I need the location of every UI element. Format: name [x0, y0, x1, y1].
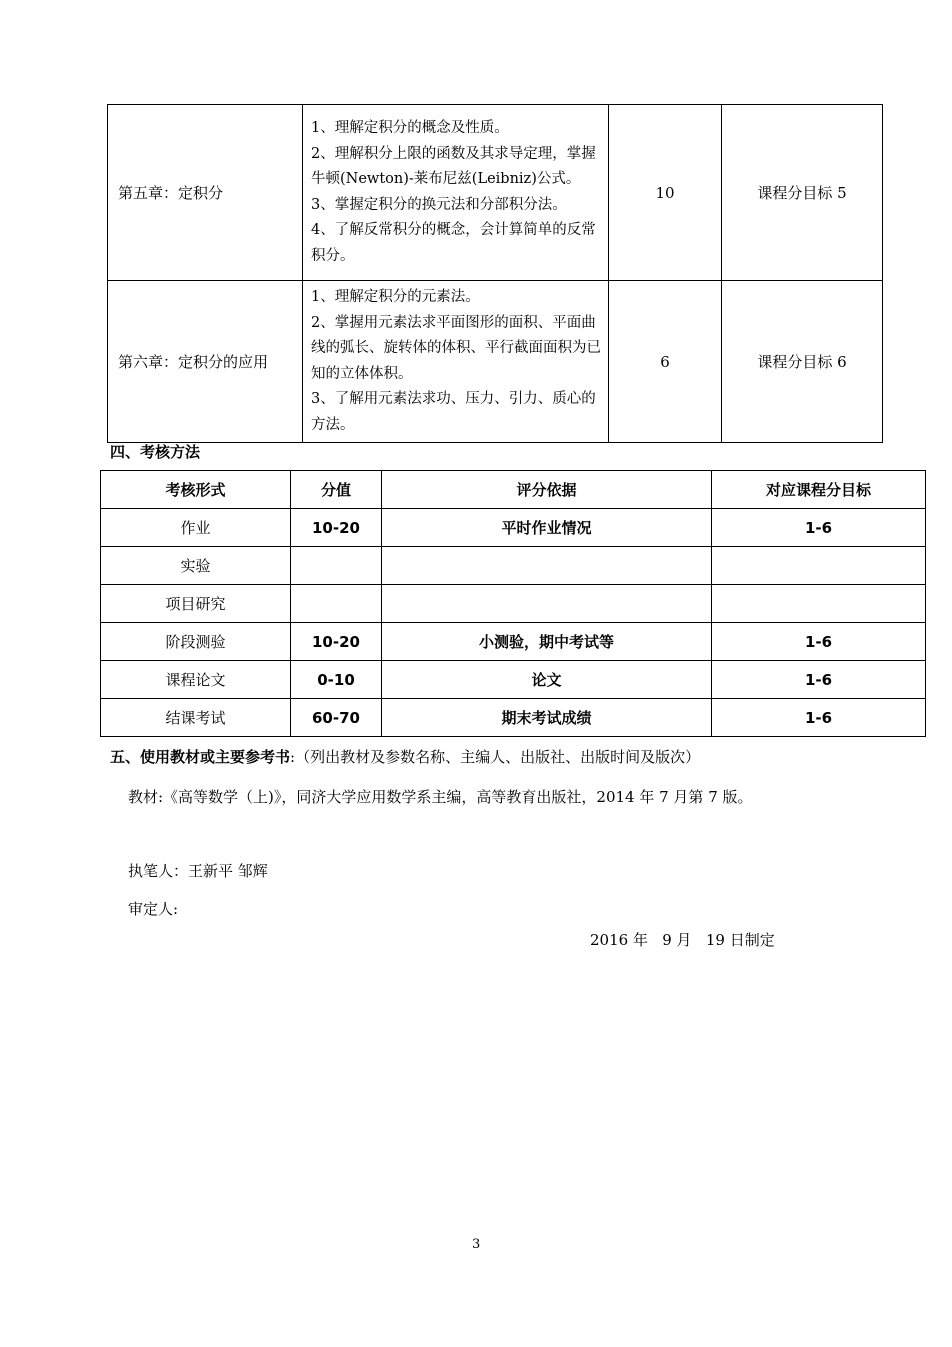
basis-cell [382, 585, 712, 623]
form-cell: 作业 [101, 509, 291, 547]
form-cell: 阶段测验 [101, 623, 291, 661]
textbook-line: 教材:《高等数学（上)》，同济大学应用数学系主编，高等教育出版社，2014 年 7 月第 7 版。 [128, 788, 753, 806]
header-cell: 考核形式 [101, 471, 291, 509]
section5-heading [110, 746, 700, 767]
chapter-hours: 10 [609, 105, 722, 281]
reviewer-line: 审定人: [128, 900, 179, 918]
objective-item: 2、掌握用元素法求平面图形的面积、平面曲线的弧长、旋转体的体积、平行截面面积为已知的立体体积。 [311, 314, 601, 382]
form-cell: 项目研究 [101, 585, 291, 623]
target-cell: 1-6 [712, 509, 926, 547]
assessment-row [101, 623, 926, 661]
score-cell: 10-20 [291, 623, 382, 661]
assessment-row [101, 509, 926, 547]
chapter-name: 第五章：定积分 [108, 105, 303, 281]
chapter-table [107, 104, 883, 443]
score-cell [291, 547, 382, 585]
objective-item: 1、理解定积分的元素法。 [311, 289, 480, 305]
basis-cell: 平时作业情况 [382, 509, 712, 547]
assessment-row [101, 661, 926, 699]
score-cell: 0-10 [291, 661, 382, 699]
target-cell: 1-6 [712, 661, 926, 699]
target-cell: 1-6 [712, 699, 926, 737]
date-line: 2016 年 9 月 19 日制定 [590, 931, 775, 949]
objective-item: 1、理解定积分的概念及性质。 [311, 120, 509, 136]
score-cell: 60-70 [291, 699, 382, 737]
objective-item: 4、了解反常积分的概念，会计算简单的反常积分。 [311, 222, 596, 264]
assessment-header-row [101, 471, 926, 509]
chapter-target: 课程分目标 6 [722, 281, 883, 443]
score-cell: 10-20 [291, 509, 382, 547]
chapter-row [108, 105, 883, 281]
section5-note: :（列出教材及参数名称、主编人、出版社、出版时间及版次） [290, 748, 701, 766]
assessment-table [100, 470, 926, 737]
author-line: 执笔人：王新平 邹辉 [128, 862, 268, 880]
chapter-objectives [303, 105, 609, 281]
basis-cell [382, 547, 712, 585]
objective-item: 3、了解用元素法求功、压力、引力、质心的方法。 [311, 391, 596, 433]
form-cell: 结课考试 [101, 699, 291, 737]
header-cell: 对应课程分目标 [712, 471, 926, 509]
assessment-row [101, 585, 926, 623]
form-cell: 实验 [101, 547, 291, 585]
objective-item: 3、掌握定积分的换元法和分部积分法。 [311, 196, 567, 213]
chapter-hours: 6 [609, 281, 722, 443]
chapter-target: 课程分目标 5 [722, 105, 883, 281]
chapter-row [108, 281, 883, 443]
header-cell: 分值 [291, 471, 382, 509]
assessment-row [101, 547, 926, 585]
section5-title: 五、使用教材或主要参考书 [110, 748, 291, 766]
chapter-objectives [303, 281, 609, 443]
score-cell [291, 585, 382, 623]
form-cell: 课程论文 [101, 661, 291, 699]
objective-item: 2、理解积分上限的函数及其求导定理，掌握牛顿(Newton)-莱布尼兹(Leibniz)公式。 [311, 145, 596, 187]
basis-cell: 论文 [382, 661, 712, 699]
target-cell: 1-6 [712, 623, 926, 661]
assessment-row [101, 699, 926, 737]
chapter-name: 第六章：定积分的应用 [108, 281, 303, 443]
page-number: 3 [472, 1237, 481, 1252]
target-cell [712, 585, 926, 623]
target-cell [712, 547, 926, 585]
basis-cell: 期末考试成绩 [382, 699, 712, 737]
section4-title: 四、考核方法 [110, 443, 201, 461]
header-cell: 评分依据 [382, 471, 712, 509]
basis-cell: 小测验，期中考试等 [382, 623, 712, 661]
